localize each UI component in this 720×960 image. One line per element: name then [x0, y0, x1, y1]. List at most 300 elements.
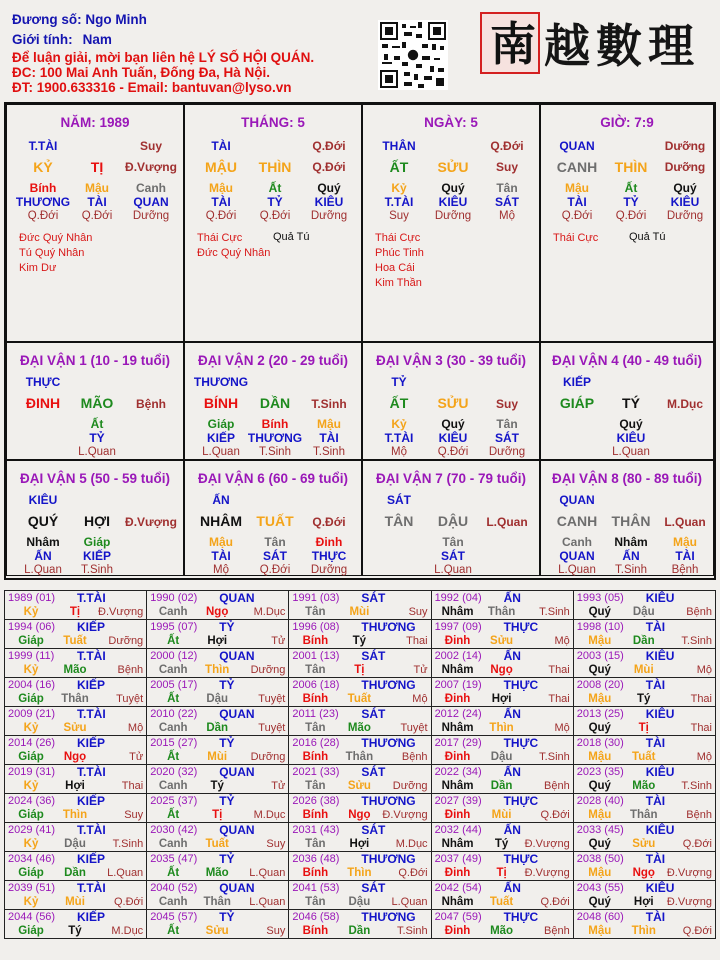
heavenly-stem: QUÝ [27, 513, 59, 529]
growth-stage: Đ.Vượng [98, 606, 144, 618]
year-label: 2019 (31) [8, 766, 56, 778]
year-cell[interactable] [5, 649, 147, 678]
stage-top: Q.Đới [312, 139, 346, 153]
heavenly-stem: Tân [305, 838, 326, 850]
year-cell[interactable] [573, 736, 715, 765]
earthly-branch: Tị [212, 809, 223, 821]
contact-line-3: ĐT: 1900.633316 - Email: bantuvan@lyso.vn [12, 80, 292, 95]
growth-stage: Dưỡng [250, 751, 286, 763]
year-label: 2022 (34) [434, 766, 482, 778]
year-cell[interactable] [573, 852, 715, 881]
growth-stage: Đ.Vượng [666, 867, 712, 879]
year-cell[interactable] [573, 707, 715, 736]
ten-god-label: TỶ [219, 852, 235, 866]
year-label: 2005 (17) [150, 679, 198, 691]
year-cell[interactable] [431, 707, 573, 736]
year-cell[interactable] [5, 852, 147, 881]
hidden-stem: Tân [264, 535, 286, 549]
year-cell[interactable] [5, 591, 147, 620]
contact-line-1: Để luận giải, mời bạn liên hệ LÝ SỐ HỘI QUÁN. [12, 50, 315, 65]
ten-god-label: QUAN [219, 707, 255, 721]
ten-god-label: T.TÀI [77, 765, 106, 779]
earthly-branch: Tị [69, 606, 81, 618]
hidden-god: TỶ [623, 195, 639, 209]
year-cell[interactable] [573, 794, 715, 823]
earthly-branch: THÂN [611, 513, 651, 529]
heavenly-stem: Giáp [18, 925, 44, 937]
ten-god-label: ẤN [503, 649, 521, 663]
earthly-branch: MÃO [80, 395, 114, 411]
year-cell[interactable] [289, 794, 431, 823]
earthly-branch: Dậu [490, 751, 513, 763]
year-cell[interactable] [147, 649, 289, 678]
dai-van-title: ĐẠI VẬN 4 (40 - 49 tuổi) [551, 353, 703, 368]
year-cell[interactable] [431, 794, 573, 823]
hidden-stem: Nhâm [614, 535, 648, 549]
year-cell[interactable] [431, 765, 573, 794]
pillar-cell [362, 104, 540, 342]
ten-god-label: T.TÀI [77, 881, 106, 895]
year-cell[interactable] [573, 910, 715, 939]
year-cell[interactable] [431, 823, 573, 852]
year-cell[interactable] [431, 852, 573, 881]
year-cell[interactable] [573, 765, 715, 794]
year-cell[interactable] [431, 678, 573, 707]
hidden-stage: L.Quan [202, 446, 240, 458]
earthly-branch: Tuất [205, 838, 229, 850]
hidden-god: TÀI [211, 195, 231, 209]
earthly-branch: Tý [637, 693, 651, 705]
year-label: 2023 (35) [576, 766, 624, 778]
dai-van-title: ĐẠI VẬN 1 (10 - 19 tuổi) [19, 353, 171, 368]
heavenly-stem: KỶ [33, 159, 53, 175]
year-cell[interactable] [431, 591, 573, 620]
year-cell[interactable] [573, 591, 715, 620]
growth-stage: T.Sinh [396, 925, 428, 937]
year-cell[interactable] [5, 620, 147, 649]
heavenly-stem: Canh [158, 838, 188, 850]
earthly-branch: Mão [63, 664, 87, 676]
earthly-branch: TUẤT [256, 513, 294, 529]
dai-van-cell [184, 342, 362, 460]
year-label: 2016 (28) [292, 737, 340, 749]
earthly-branch: Tị [354, 664, 365, 676]
growth-stage: Q.Đới [312, 515, 346, 529]
year-cell[interactable] [147, 707, 289, 736]
year-label: 2037 (49) [434, 853, 482, 865]
year-cell[interactable] [147, 678, 289, 707]
growth-stage: Dưỡng [250, 664, 286, 676]
pillar-cell [184, 104, 362, 342]
hidden-god: QUAN [559, 549, 595, 563]
ten-god-label: TÀI [211, 139, 231, 153]
hidden-stem: Mậu [209, 181, 233, 195]
earthly-branch: Hợi [633, 896, 654, 908]
year-row [5, 910, 716, 939]
year-label: 1998 (10) [576, 621, 624, 633]
gender-value: Nam [82, 32, 112, 47]
heavenly-stem: CANH [556, 513, 598, 529]
hidden-stem: Mậu [317, 417, 341, 431]
hidden-stage: Q.Đới [259, 564, 291, 576]
hidden-stem: Ất [268, 181, 282, 195]
heavenly-stem: Quý [588, 664, 611, 676]
growth-stage: Mộ [696, 664, 712, 676]
earthly-branch: Tý [210, 780, 224, 792]
hidden-god: TÀI [319, 431, 339, 445]
year-cell[interactable] [573, 620, 715, 649]
heavenly-stem: Giáp [18, 693, 44, 705]
heavenly-stem: Nhâm [441, 664, 474, 676]
year-label: 2040 (52) [150, 882, 198, 894]
year-label: 2021 (33) [292, 766, 340, 778]
hidden-stem: Đinh [315, 535, 343, 549]
ten-god-label: THƯƠNG [361, 910, 416, 924]
earthly-branch: HỢI [84, 513, 110, 529]
dai-van-cell [362, 460, 540, 576]
year-cell[interactable] [147, 823, 289, 852]
year-cell[interactable] [431, 736, 573, 765]
ten-god-label: KIẾP [77, 736, 106, 750]
ten-god-label: T.TÀI [77, 591, 106, 605]
earthly-branch: Sửu [490, 635, 514, 647]
year-cell[interactable] [147, 591, 289, 620]
year-cell[interactable] [289, 881, 431, 910]
hidden-stage: T.Sinh [615, 564, 647, 576]
year-cell[interactable] [289, 823, 431, 852]
heavenly-stem: Bính [302, 635, 329, 647]
heavenly-stem: ĐINH [25, 395, 61, 411]
ten-god-label: TÀI [645, 794, 666, 808]
year-cell[interactable] [431, 910, 573, 939]
growth-stage: Đ.Vượng [382, 809, 428, 821]
hidden-stem: Ất [90, 417, 104, 431]
earthly-branch: Hợi [349, 838, 370, 850]
heavenly-stem: Tân [305, 896, 326, 908]
ten-god-label: THỰC [503, 852, 539, 866]
year-label: 2009 (21) [8, 708, 56, 720]
hidden-god: T.TÀI [384, 195, 414, 209]
ten-god-label: KIẾP [77, 620, 106, 634]
ten-god-label: THỰC [503, 620, 539, 634]
hidden-stem: Quý [441, 417, 465, 431]
heavenly-stem: Canh [158, 722, 188, 734]
year-cell[interactable] [431, 881, 573, 910]
ten-god-label: KIÊU [645, 765, 675, 779]
year-cell[interactable] [573, 649, 715, 678]
ten-god-label: TÀI [645, 620, 666, 634]
growth-stage: Dưỡng [108, 635, 144, 647]
year-cell[interactable] [5, 823, 147, 852]
year-label: 2008 (20) [576, 679, 624, 691]
year-cell[interactable] [147, 910, 289, 939]
year-cell[interactable] [147, 852, 289, 881]
hidden-god: KIÊU [616, 431, 646, 445]
year-label: 2000 (12) [150, 650, 198, 662]
hidden-stage: Q.Đới [561, 210, 593, 222]
ten-god-label: ẤN [503, 591, 521, 605]
earthly-branch: DẬU [437, 513, 469, 529]
growth-stage: Q.Đới [540, 809, 570, 821]
growth-stage: T.Sinh [539, 606, 570, 618]
ten-god-label: THỰC [503, 794, 539, 808]
hidden-stage: Dưỡng [310, 210, 348, 222]
heavenly-stem: Đinh [444, 751, 471, 763]
year-row [5, 823, 716, 852]
hidden-stem: Kỷ [391, 181, 407, 195]
growth-stage: Bệnh [117, 664, 144, 676]
earthly-branch: Thân [61, 693, 89, 705]
hidden-stem: Mậu [85, 181, 109, 195]
growth-stage: Bệnh [401, 751, 428, 763]
growth-stage: Thai [548, 664, 570, 676]
ten-god-label: TÀI [645, 852, 666, 866]
hidden-stem: Quý [619, 417, 643, 431]
ten-god-label: KIẾP [77, 910, 106, 924]
growth-stage: Tuyệt [258, 693, 286, 705]
year-cell[interactable] [5, 910, 147, 939]
heavenly-stem: Đinh [444, 635, 471, 647]
growth-stage: Q.Đới [682, 838, 712, 850]
ten-god-label: THƯƠNG [361, 794, 416, 808]
year-label: 2044 (56) [8, 911, 56, 923]
hidden-stem: Ất [624, 181, 638, 195]
year-cell[interactable] [147, 794, 289, 823]
growth-stage: Tuyệt [116, 693, 144, 705]
year-cell[interactable] [5, 765, 147, 794]
growth-stage: Thai [406, 635, 428, 647]
year-cell[interactable] [147, 736, 289, 765]
year-cell[interactable] [573, 678, 715, 707]
year-row [5, 591, 716, 620]
heavenly-stem: Ất [167, 751, 180, 763]
year-label: 2031 (43) [292, 824, 340, 836]
heavenly-stem: Tân [305, 780, 326, 792]
ten-god-label: THƯƠNG [361, 620, 416, 634]
year-row [5, 707, 716, 736]
year-cell[interactable] [5, 707, 147, 736]
year-cell[interactable] [573, 823, 715, 852]
earthly-branch: Mùi [207, 751, 228, 763]
year-label: 2038 (50) [576, 853, 624, 865]
ten-god-label: QUAN [559, 139, 595, 153]
growth-stage: M.Dục [253, 606, 286, 618]
hidden-god: SÁT [495, 431, 519, 445]
earthly-branch: Tý [68, 925, 82, 937]
hidden-stem: Quý [441, 181, 465, 195]
year-label: 2048 (60) [576, 911, 624, 923]
growth-stage: Mộ [412, 693, 428, 705]
hidden-stage: Q.Đới [615, 210, 647, 222]
heavenly-stem: Quý [588, 838, 611, 850]
growth-stage: Q.Đới [540, 896, 570, 908]
growth-stage: Bệnh [686, 606, 712, 618]
heavenly-stem: Kỷ [23, 780, 39, 792]
earthly-branch: THÌN [258, 159, 292, 175]
stage-top: Dưỡng [664, 139, 706, 153]
earthly-branch: Sửu [205, 925, 229, 937]
ten-god-label: THỰC [25, 375, 61, 389]
year-cell[interactable] [431, 620, 573, 649]
hidden-god: KIẾP [82, 549, 111, 563]
earthly-branch: Dần [490, 780, 513, 792]
name-line: Đương số: Ngo Minh [12, 12, 147, 27]
earthly-branch: TỊ [90, 159, 104, 175]
earthly-branch: Sửu [632, 838, 656, 850]
year-label: 2041 (53) [292, 882, 340, 894]
dai-van-title: ĐẠI VẬN 2 (20 - 29 tuổi) [197, 353, 349, 368]
earthly-branch: THÌN [614, 159, 648, 175]
year-cell[interactable] [431, 649, 573, 678]
year-row [5, 852, 716, 881]
heavenly-stem: Đinh [444, 693, 471, 705]
growth-stage: Đ.Vượng [524, 867, 570, 879]
special-stars [197, 231, 270, 261]
earthly-branch: Ngọ [490, 664, 513, 676]
ten-god-label: ẤN [503, 823, 521, 837]
heavenly-stem: Nhâm [441, 780, 474, 792]
ten-god-label: ẤN [212, 493, 230, 507]
year-cell[interactable] [147, 620, 289, 649]
ten-god-label: KIÊU [28, 493, 58, 507]
heavenly-stem: Mậu [588, 751, 612, 763]
year-cell[interactable] [289, 852, 431, 881]
hidden-stem: Quý [673, 181, 697, 195]
year-cell[interactable] [289, 736, 431, 765]
heavenly-stem: GIÁP [559, 395, 595, 411]
hidden-god: ẤN [34, 549, 52, 563]
ten-god-label: TỶ [219, 678, 235, 692]
qr-code-icon[interactable] [378, 20, 448, 90]
heavenly-stem: Tân [305, 722, 326, 734]
year-label: 2046 (58) [292, 911, 340, 923]
growth-stage: Mộ [554, 722, 570, 734]
year-cell[interactable] [5, 678, 147, 707]
growth-stage: Thai [121, 780, 144, 792]
heavenly-stem: Quý [588, 780, 611, 792]
growth-stage: Tử [413, 664, 428, 676]
year-cell[interactable] [573, 881, 715, 910]
earthly-branch: Tị [496, 867, 507, 879]
growth-stage: T.Sinh [681, 780, 712, 792]
special-stars [553, 231, 598, 246]
growth-stage: Đ.Vượng [524, 838, 570, 850]
growth-stage: T.Sinh [539, 751, 570, 763]
year-label: 2011 (23) [292, 708, 339, 720]
heavenly-stem: Đinh [444, 867, 471, 879]
earthly-branch: Tuất [63, 635, 87, 647]
growth-stage: T.Sinh [681, 635, 712, 647]
star-qua-tu: Quả Tú [629, 231, 666, 243]
heavenly-stem: Kỷ [23, 664, 39, 676]
year-cell[interactable] [5, 881, 147, 910]
year-cell[interactable] [5, 794, 147, 823]
growth-stage: Suy [408, 606, 428, 618]
earthly-branch: Ngọ [348, 809, 371, 821]
growth-stage: Thai [548, 693, 570, 705]
hidden-stage: Dưỡng [310, 564, 348, 576]
year-cell[interactable] [147, 765, 289, 794]
ten-god-label: SÁT [387, 493, 411, 507]
hidden-god: TỶ [267, 195, 283, 209]
ten-god-label: ẤN [503, 707, 521, 721]
earthly-branch: Dần [632, 635, 655, 647]
earthly-branch: SỬU [437, 395, 469, 411]
hidden-god: TỶ [89, 431, 105, 445]
hidden-god: TÀI [567, 195, 587, 209]
year-cell[interactable] [289, 765, 431, 794]
growth-stage: Suy [495, 160, 518, 174]
year-cell[interactable] [289, 591, 431, 620]
hidden-stem: Tân [442, 535, 464, 549]
year-label: 1997 (09) [434, 621, 482, 633]
dai-van-title: ĐẠI VẬN 8 (80 - 89 tuổi) [551, 471, 703, 486]
growth-stage: Bệnh [544, 780, 570, 792]
ten-god-label: TỶ [219, 736, 235, 750]
ten-god-label: THƯƠNG [361, 852, 416, 866]
ten-god-label: SÁT [361, 591, 386, 605]
growth-stage: M.Dục [253, 809, 286, 821]
year-row [5, 649, 716, 678]
year-cell[interactable] [289, 910, 431, 939]
ten-god-label: KIẾP [77, 852, 106, 866]
year-cell[interactable] [289, 620, 431, 649]
year-cell[interactable] [289, 649, 431, 678]
earthly-branch: Sửu [63, 722, 87, 734]
growth-stage: Mộ [127, 722, 144, 734]
growth-stage: Dưỡng [664, 160, 706, 174]
heavenly-stem: Mậu [588, 867, 612, 879]
hidden-stage: L.Quan [78, 446, 116, 458]
dai-van-cell [540, 342, 714, 460]
heavenly-stem: Quý [588, 896, 611, 908]
year-cell[interactable] [289, 707, 431, 736]
hidden-stem: Bính [29, 181, 57, 195]
year-cell[interactable] [289, 678, 431, 707]
year-cell[interactable] [5, 736, 147, 765]
pillar-title: NGÀY: 5 [424, 115, 478, 130]
dai-van-title: ĐẠI VẬN 7 (70 - 79 tuổi) [375, 471, 527, 486]
heavenly-stem: Nhâm [441, 896, 474, 908]
hidden-stem: Mậu [673, 535, 697, 549]
heavenly-stem: BÍNH [203, 395, 239, 411]
year-label: 2047 (59) [434, 911, 482, 923]
growth-stage: M.Dục [111, 925, 144, 937]
year-cell[interactable] [147, 881, 289, 910]
heavenly-stem: Ất [167, 867, 180, 879]
hidden-god: ẤN [622, 549, 640, 563]
earthly-branch: Thìn [62, 809, 88, 821]
heavenly-stem: Tân [305, 606, 326, 618]
heavenly-stem: Giáp [18, 635, 44, 647]
star-item: Hoa Cái [375, 262, 415, 274]
earthly-branch: Tuất [489, 896, 514, 908]
logo-text: 越數理 [544, 19, 700, 73]
year-label: 1995 (07) [150, 621, 198, 633]
heavenly-stem: Kỷ [23, 896, 39, 908]
hidden-stage: L.Quan [558, 564, 596, 576]
year-label: 2030 (42) [150, 824, 198, 836]
earthly-branch: Thân [487, 606, 516, 618]
ten-god-label: THÂN [382, 139, 416, 153]
hidden-god: KIÊU [438, 431, 468, 445]
hidden-stem: Canh [136, 181, 166, 195]
dai-van-cell [362, 342, 540, 460]
ten-god-label: TÀI [645, 678, 666, 692]
growth-stage: Đ.Vượng [125, 160, 177, 174]
hidden-stage: Mộ [391, 446, 407, 458]
dai-van-title: ĐẠI VẬN 3 (30 - 39 tuổi) [375, 353, 527, 368]
